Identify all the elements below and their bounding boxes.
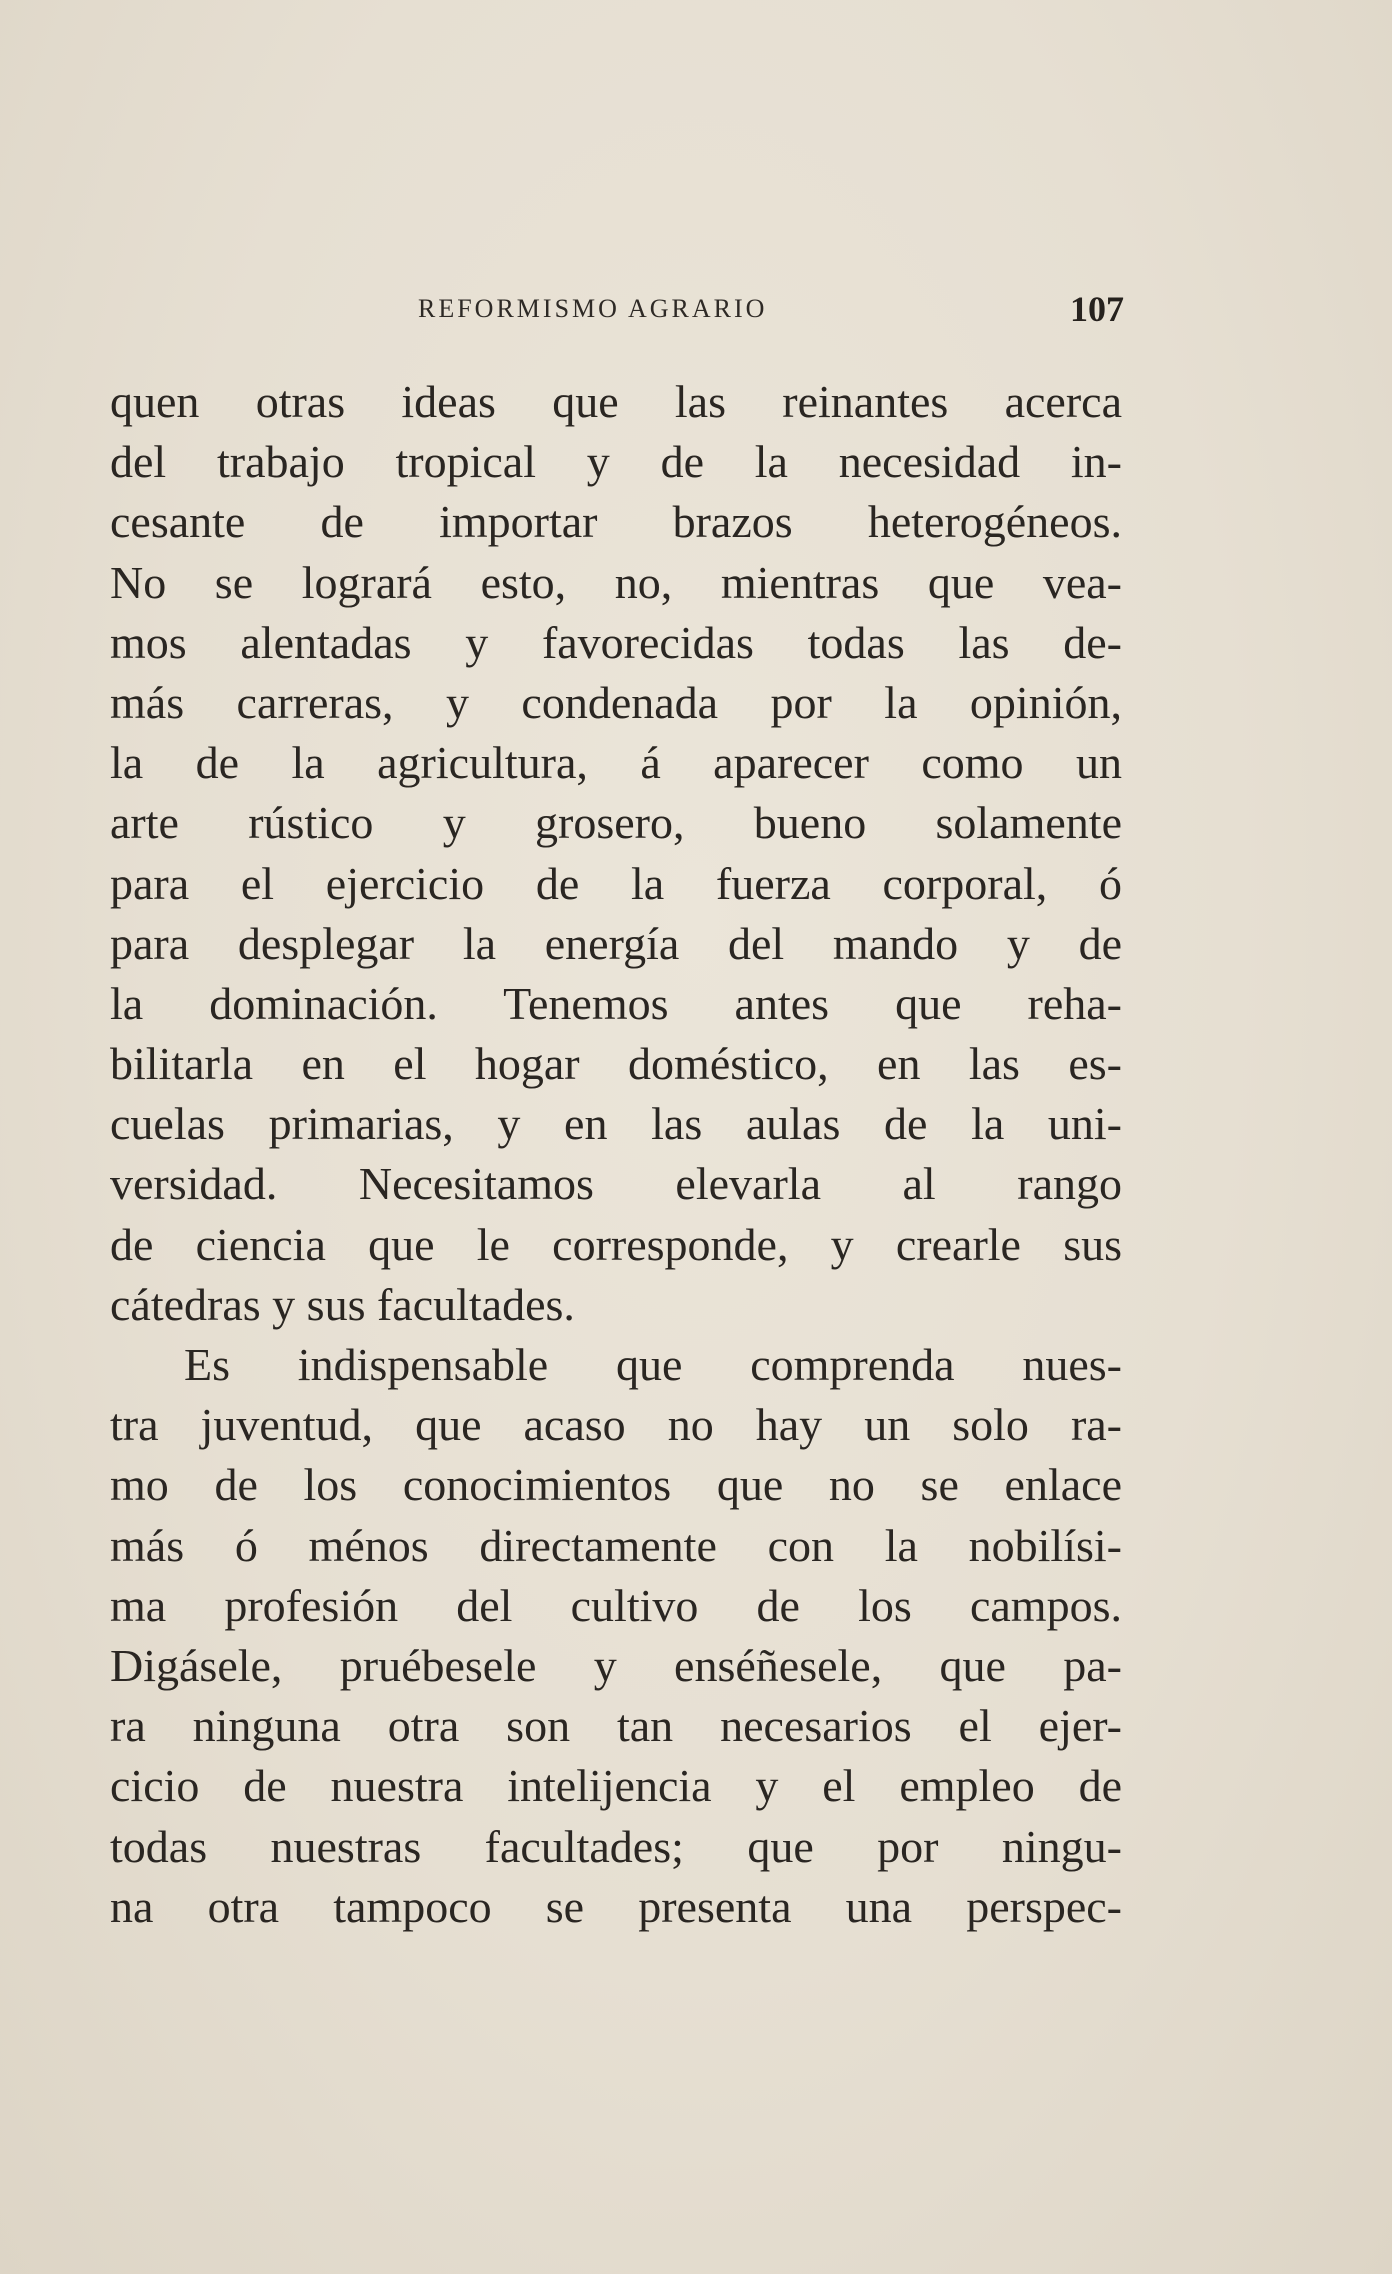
text-line: cicio de nuestra intelijencia y el empleo de xyxy=(110,1760,1122,1812)
text-line: de ciencia que le corresponde, y crearle sus xyxy=(110,1218,1122,1270)
text-line: mo de los conocimientos que no se enlace xyxy=(110,1459,1122,1511)
text-line: cuelas primarias, y en las aulas de la uni- xyxy=(110,1098,1122,1150)
text-line: quen otras ideas que las reinantes acerca xyxy=(110,376,1122,427)
text-line: na otra tampoco se presenta una perspec- xyxy=(110,1880,1122,1932)
text-line: todas nuestras facultades; que por ningu- xyxy=(110,1820,1122,1872)
text-line: bilitarla en el hogar doméstico, en las es- xyxy=(110,1038,1122,1090)
text-line: versidad. Necesitamos elevarla al rango xyxy=(110,1158,1122,1210)
text-line: tra juventud, que acaso no hay un solo ra- xyxy=(110,1399,1122,1451)
text-line: cesante de importar brazos heterogéneos. xyxy=(110,496,1122,548)
text-line: más carreras, y condenada por la opinión, xyxy=(110,676,1122,728)
text-line: para desplegar la energía del mando y de xyxy=(110,917,1122,969)
text-line: No se logrará esto, no, mientras que vea- xyxy=(110,556,1122,608)
text-line: mos alentadas y favorecidas todas las de- xyxy=(110,616,1122,668)
text-line: arte rústico y grosero, bueno solamente xyxy=(110,797,1122,849)
text-line: la dominación. Tenemos antes que reha- xyxy=(110,977,1122,1029)
body-text xyxy=(110,372,1122,1937)
paragraph-start-line: Es indispensable que comprenda nues- xyxy=(184,1339,1122,1390)
text-line: ma profesión del cultivo de los campos. xyxy=(110,1579,1122,1631)
page-header xyxy=(0,288,1392,338)
paragraph-end-line: cátedras y sus facultades. xyxy=(110,1278,575,1330)
text-line: más ó ménos directamente con la nobilísi- xyxy=(110,1519,1122,1571)
running-title: REFORMISMO AGRARIO xyxy=(418,294,768,323)
text-line: la de la agricultura, á aparecer como un xyxy=(110,737,1122,789)
text-line: ra ninguna otra son tan necesarios el ejer- xyxy=(110,1700,1122,1752)
text-line: del trabajo tropical y de la necesidad in- xyxy=(110,436,1122,488)
text-line: Digásele, pruébesele y enséñesele, que pa- xyxy=(110,1639,1122,1691)
page-number: 107 xyxy=(1070,289,1124,329)
text-line: para el ejercicio de la fuerza corporal, ó xyxy=(110,857,1122,909)
